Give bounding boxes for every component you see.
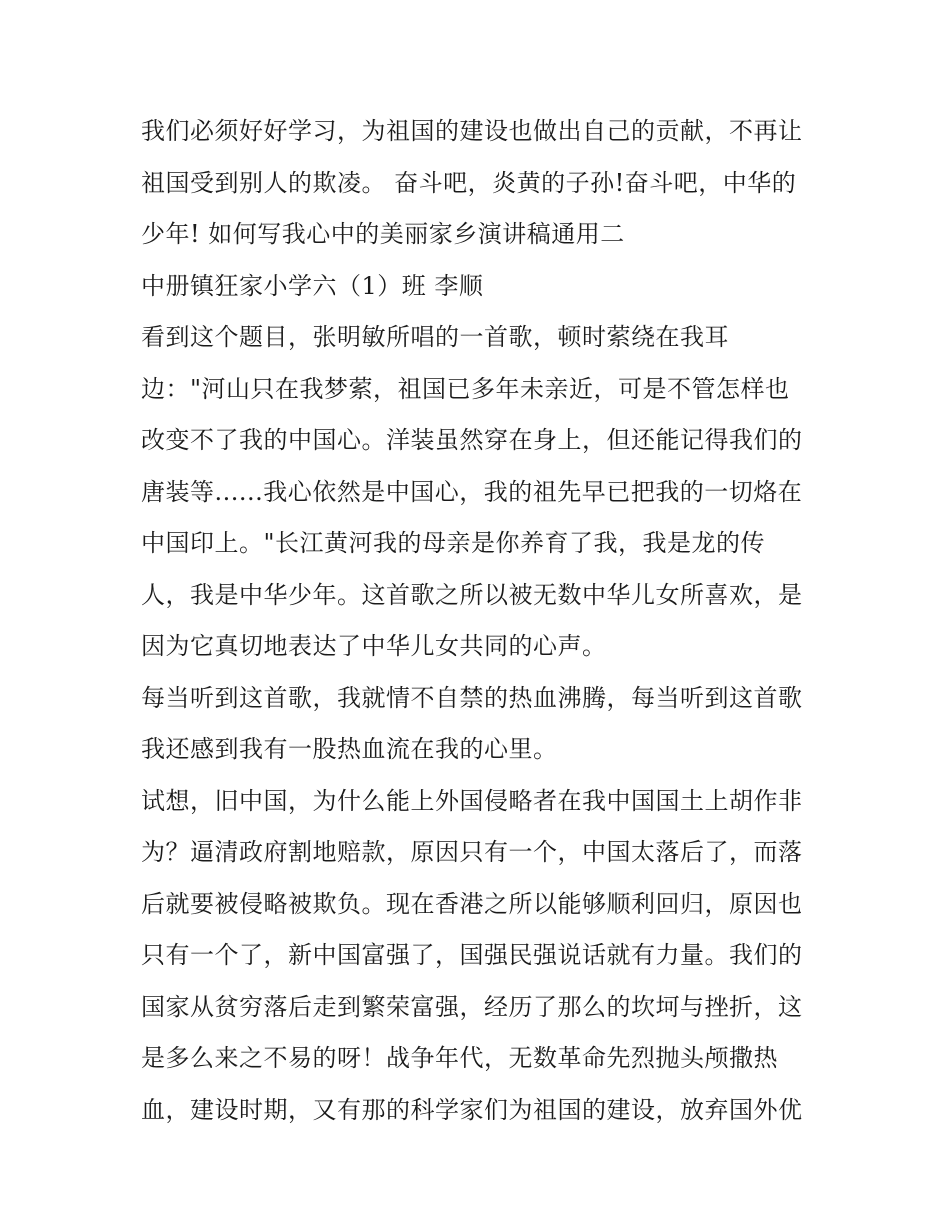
text-line: 因为它真切地表达了中华儿女共同的心声。 — [141, 632, 607, 660]
text-line: 唐装等......我心依然是中国心，我的祖先早已把我的一切烙在 — [141, 477, 803, 506]
text-line: 国家从贫穷落后走到繁荣富强，经历了那么的坎坷与挫折，这 — [141, 992, 803, 1021]
text-line: 人，我是中华少年。这首歌之所以被无数中华儿女所喜欢，是 — [141, 580, 803, 609]
text-line: 血，建设时期，又有那的科学家们为祖国的建设，放弃国外优 — [141, 1095, 803, 1124]
text-line: 中国印上。"长江黄河我的母亲是你养育了我，我是龙的传 — [141, 529, 766, 557]
text-line: 试想，旧中国，为什么能上外国侵略者在我中国国土上胡作非 — [141, 786, 803, 815]
text-line: 后就要被侵略被欺负。现在香港之所以能够顺利回归，原因也 — [141, 889, 803, 918]
text-line: 看到这个题目，张明敏所唱的一首歌，顿时萦绕在我耳 — [141, 323, 729, 351]
text-line: 边："河山只在我梦萦，祖国已多年未亲近，可是不管怎样也 — [141, 374, 790, 403]
author-line: 中册镇狂家小学六（1）班 李顺 — [141, 271, 484, 300]
text-line: 只有一个了，新中国富强了，国强民强说话就有力量。我们的 — [141, 941, 803, 969]
body-text — [141, 106, 821, 1136]
text-line: 祖国受到别人的欺凌。 奋斗吧，炎黄的子孙!奋斗吧，中华的 — [141, 168, 797, 197]
text-line: 为？逼清政府割地赔款，原因只有一个，中国太落后了，而落 — [141, 838, 803, 866]
text-line: 是多么来之不易的呀！战争年代，无数革命先烈抛头颅撒热 — [141, 1044, 778, 1072]
text-line: 我还感到我有一股热血流在我的心里。 — [141, 735, 558, 763]
text-line: 我们必须好好学习，为祖国的建设也做出自己的贡献，不再让 — [141, 117, 803, 145]
text-line: 改变不了我的中国心。洋装虽然穿在身上，但还能记得我们的 — [141, 426, 803, 454]
text-line: 每当听到这首歌，我就情不自禁的热血沸腾，每当听到这首歌 — [141, 683, 803, 712]
text-line: 少年! 如何写我心中的美丽家乡演讲稿通用二 — [141, 220, 625, 248]
